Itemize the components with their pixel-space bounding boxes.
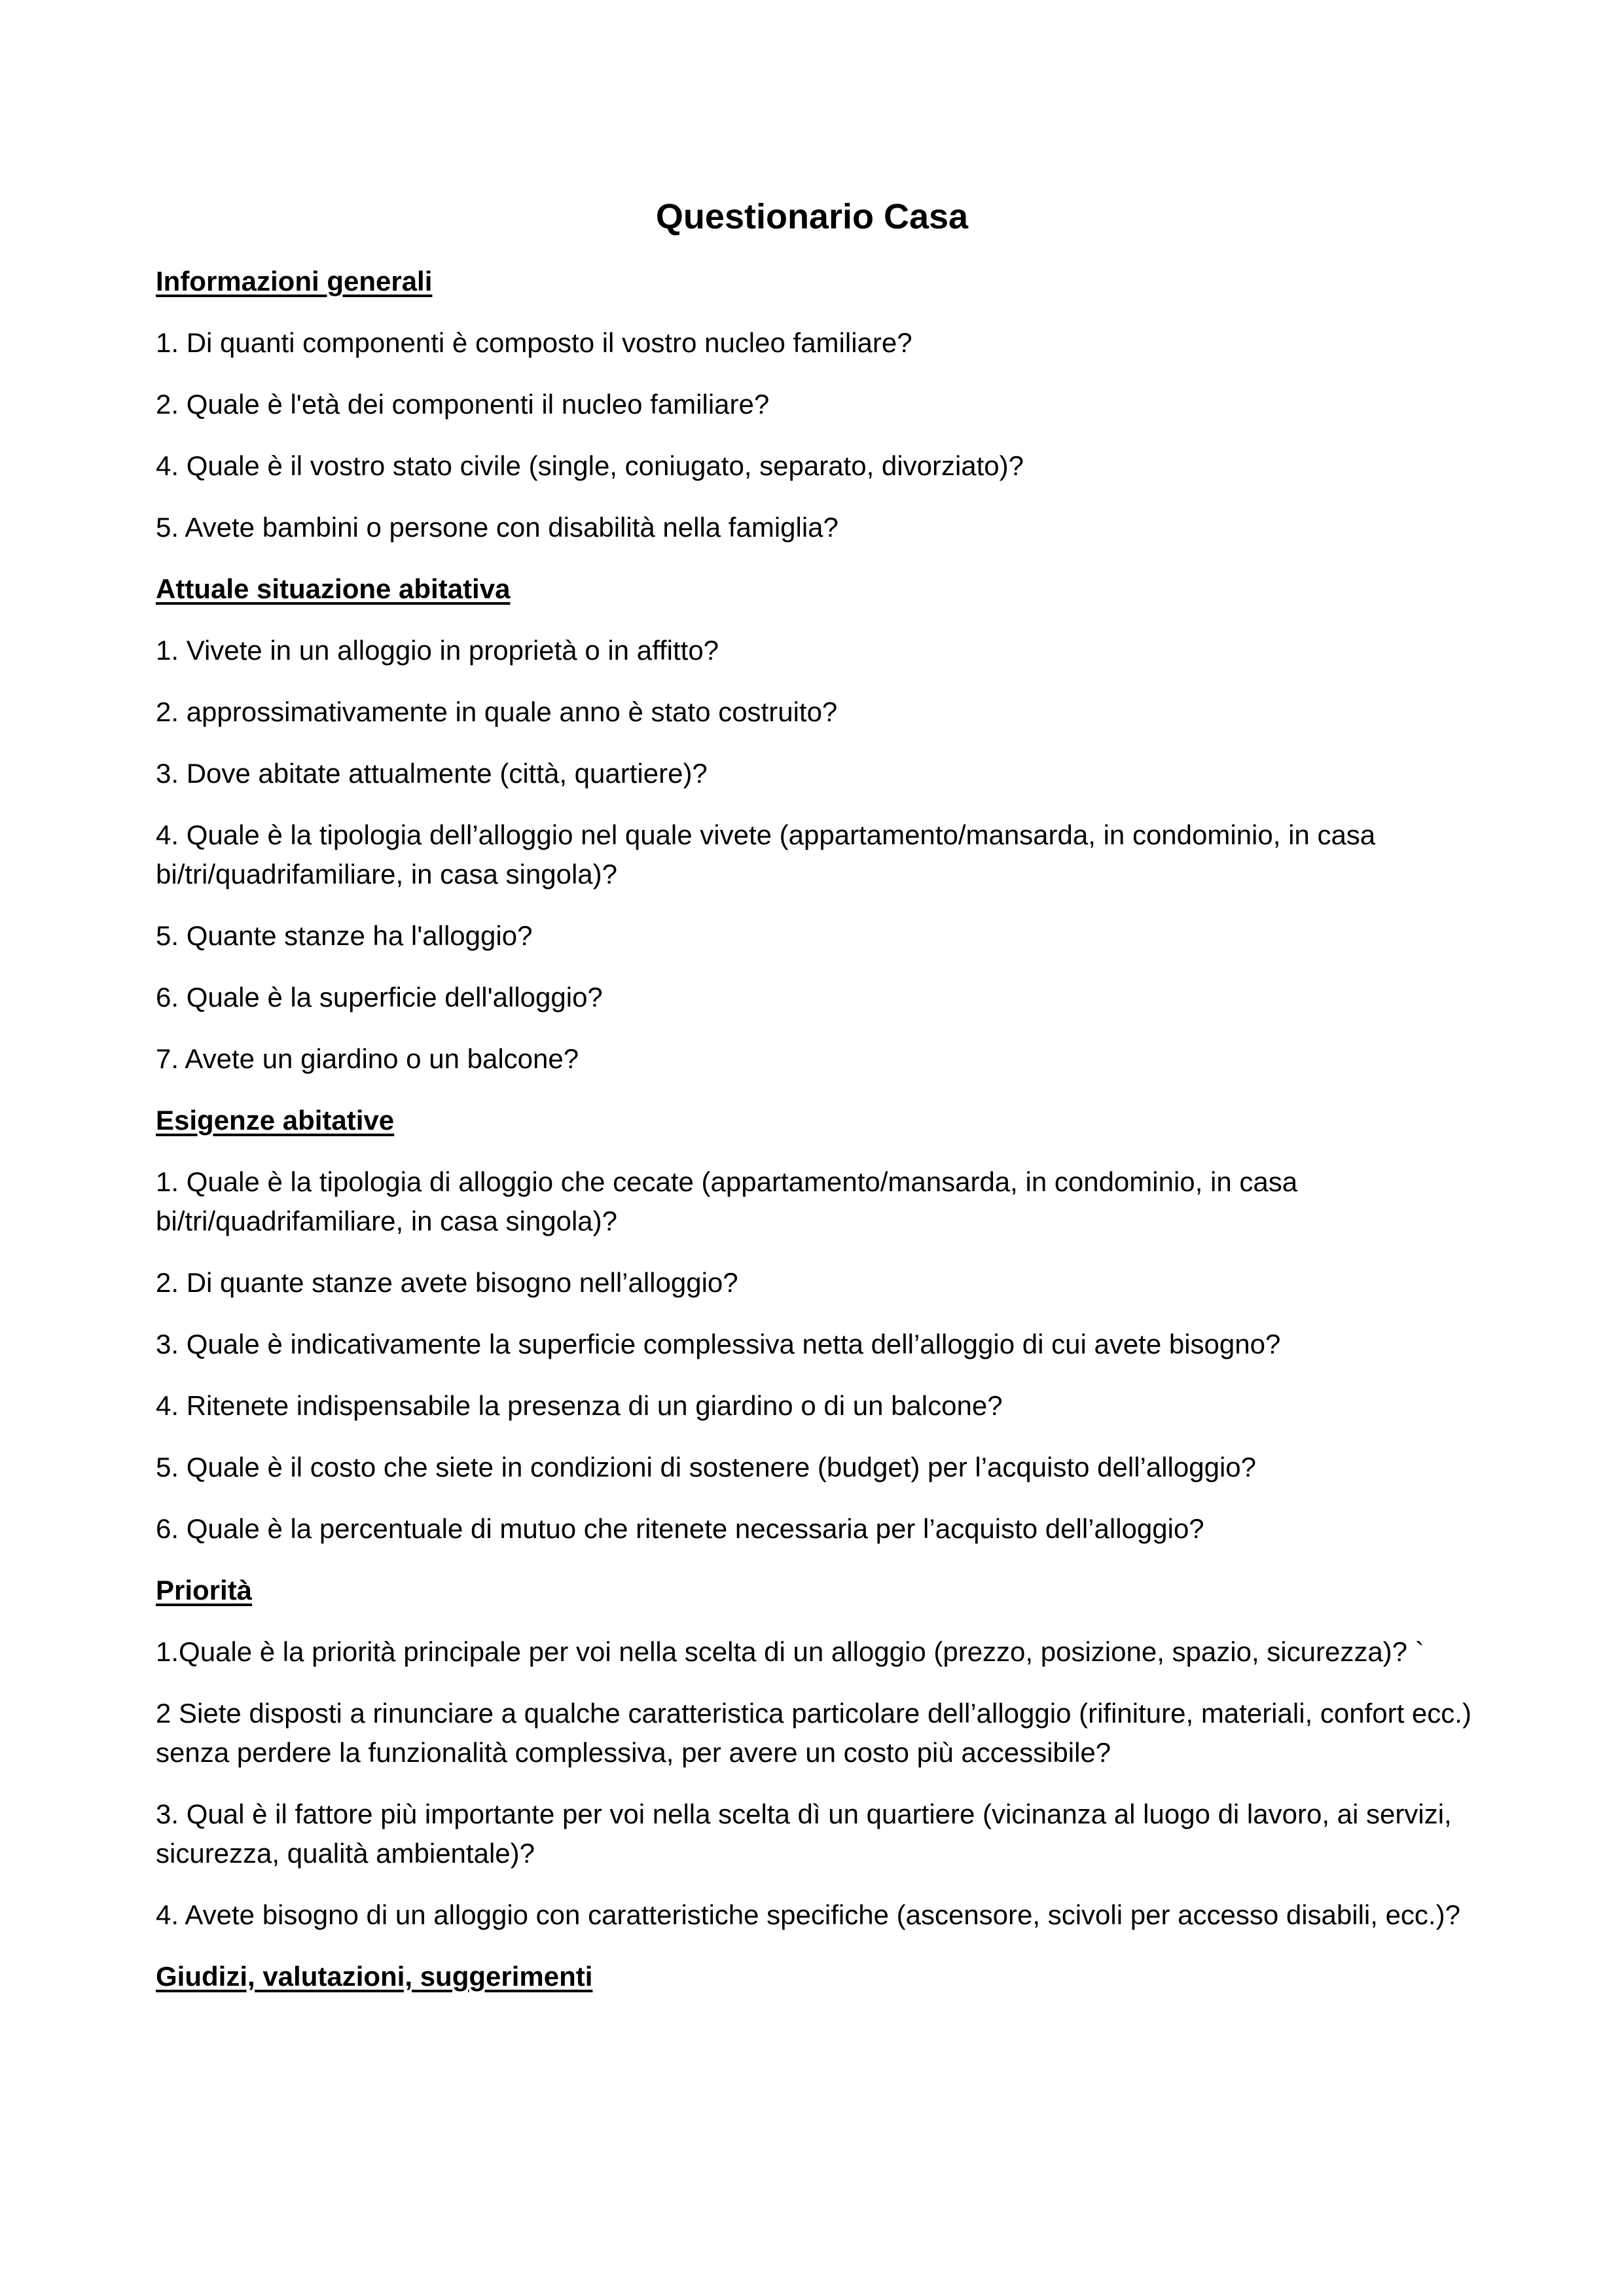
question-item: 4. Avete bisogno di un alloggio con caratteristiche specifiche (ascensore, scivoli per accesso disabili, ecc.)? (156, 1899, 1460, 1930)
question-item: 3. Qual è il fattore più importante per voi nella scelta dì un quartiere (vicinanza al luogo di lavoro, ai servizi, sicurezza, qualità ambientale)? (156, 1799, 1452, 1869)
question-list (156, 323, 1491, 547)
section-esigenze-abitative (156, 1101, 1491, 1549)
section-heading: Attuale situazione abitativa (156, 573, 511, 604)
questionnaire-body (156, 262, 1491, 2018)
question-item: 4. Ritenete indispensabile la presenza di un giardino o di un balcone? (156, 1390, 1003, 1421)
question-item: 6. Quale è la superficie dell'alloggio? (156, 982, 603, 1013)
section-heading: Priorità (156, 1575, 253, 1605)
question-item: 3. Dove abitate attualmente (città, quartiere)? (156, 758, 708, 789)
question-item: 1. Vivete in un alloggio in proprietà o in affitto? (156, 635, 719, 666)
question-item: 3. Quale è indicativamente la superficie complessiva netta dell’alloggio di cui avete bisogno? (156, 1329, 1281, 1359)
question-item: 5. Quante stanze ha l'alloggio? (156, 920, 533, 951)
question-item: 2. approssimativamente in quale anno è stato costruito? (156, 696, 838, 727)
question-item: 2 Siete disposti a rinunciare a qualche caratteristica particolare dell’alloggio (rifiniture, materiali, confort ecc.) senza perdere la funzionalità complessiva, per avere un costo più accessibile? (156, 1698, 1471, 1768)
question-item: 5. Avete bambini o persone con disabilità nella famiglia? (156, 512, 839, 543)
question-item: 1.Quale è la priorità principale per voi nella scelta di un alloggio (prezzo, posizione, spazio, sicurezza)? ` (156, 1636, 1424, 1667)
question-item: 2. Quale è l'età dei componenti il nucleo familiare? (156, 389, 770, 420)
question-item: 1. Quale è la tipologia di alloggio che cecate (appartamento/mansarda, in condominio, in casa bi/tri/quadrifamiliare, in casa singola)? (156, 1166, 1298, 1236)
question-item: 7. Avete un giardino o un balcone? (156, 1043, 579, 1074)
question-list (156, 1162, 1491, 1549)
question-item: 1. Di quanti componenti è composto il vostro nucleo familiare? (156, 327, 912, 358)
question-item: 2. Di quante stanze avete bisogno nell’alloggio? (156, 1267, 738, 1298)
section-attuale-situazione-abitativa (156, 569, 1491, 1079)
section-informazioni-generali (156, 262, 1491, 547)
question-list (156, 1632, 1491, 1935)
section-priorita (156, 1571, 1491, 1935)
section-heading: Informazioni generali (156, 266, 433, 296)
section-heading: Esigenze abitative (156, 1105, 395, 1136)
question-item: 4. Quale è la tipologia dell’alloggio nel quale vivete (appartamento/mansarda, in condominio, in casa bi/tri/quadrifamiliare, in casa singola)? (156, 819, 1376, 889)
section-giudizi-valutazioni-suggerimenti (156, 1957, 1491, 1996)
page-title: Questionario Casa (655, 197, 969, 236)
question-item: 5. Quale è il costo che siete in condizioni di sostenere (budget) per l’acquisto dell’alloggio? (156, 1452, 1257, 1482)
question-item: 4. Quale è il vostro stato civile (single, coniugato, separato, divorziato)? (156, 450, 1024, 481)
question-item: 6. Quale è la percentuale di mutuo che ritenete necessaria per l’acquisto dell’alloggio? (156, 1513, 1204, 1544)
section-heading: Giudizi, valutazioni, suggerimenti (156, 1961, 593, 1992)
question-list (156, 631, 1491, 1079)
